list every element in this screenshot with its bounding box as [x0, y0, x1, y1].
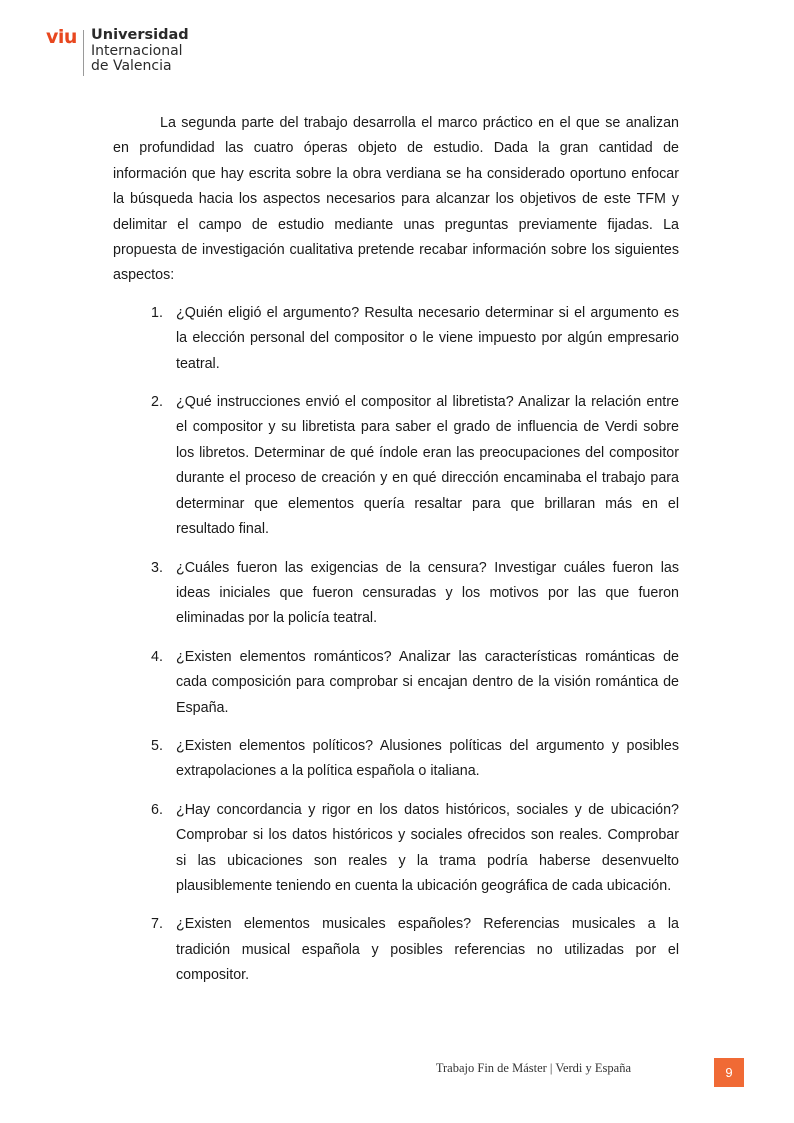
list-item-number: 6.: [151, 801, 163, 818]
list-item-number: 1.: [151, 304, 163, 321]
list-item: [113, 301, 679, 377]
list-item-text: ¿Existen elementos musicales españoles? Referencias musicales a la tradición musical española y posibles referencias no utilizadas por el compositor.: [176, 916, 679, 984]
list-item: [113, 645, 679, 721]
list-item: [113, 912, 679, 988]
list-item-number: 3.: [151, 559, 163, 576]
list-item-number: 2.: [151, 394, 163, 411]
list-item-number: 5.: [151, 737, 163, 754]
list-item-number: 4.: [151, 648, 163, 665]
footer-title: Trabajo Fin de Máster | Verdi y España: [435, 1061, 631, 1075]
list-item: [113, 390, 679, 542]
list-item-number: 7.: [151, 916, 163, 933]
logo-line-1: Universidad: [91, 27, 189, 43]
research-questions-list: [113, 301, 679, 989]
intro-paragraph: La segunda parte del trabajo desarrolla el marco práctico en el que se analizan en profundidad las cuatro óperas objeto de estudio. Dada la gran cantidad de información que hay escrita sobre la obra verdiana se ha considerado oportuno enfocar la búsqueda hacia los aspectos necesarios para alcanzar los objetivos de este TFM y delimitar el campo de estudio mediante unas preguntas previamente fijadas. La propuesta de investigación cualitativa pretende recabar información sobre los siguientes aspectos:: [113, 115, 679, 284]
list-item-text: ¿Hay concordancia y rigor en los datos históricos, sociales y de ubicación? Comprobar si los datos históricos y sociales ofrecidos son reales. Comprobar si las ubicaciones son reales y la trama podría haberse desenvuelto plausiblemente teniendo en cuenta la ubicación geográfica de cada ubicación.: [176, 801, 679, 894]
list-item-text: ¿Existen elementos políticos? Alusiones políticas del argumento y posibles extrapolaciones a la política española o italiana.: [176, 737, 679, 780]
page-body: [113, 111, 679, 1002]
page-number: 9: [714, 1058, 744, 1087]
logo-divider: [83, 30, 84, 76]
logo-line-2: Internacional: [91, 42, 183, 59]
list-item-text: ¿Quién eligió el argumento? Resulta necesario determinar si el argumento es la elección personal del compositor o le viene impuesto por algún empresario teatral.: [176, 304, 679, 372]
list-item-text: ¿Cuáles fueron las exigencias de la censura? Investigar cuáles fueron las ideas iniciales que fueron censuradas y los motivos por las que fueron eliminadas por la policía teatral.: [176, 559, 679, 627]
list-item: [113, 734, 679, 785]
logo-wordmark: [91, 28, 189, 75]
list-item-text: ¿Qué instrucciones envió el compositor al libretista? Analizar la relación entre el compositor y su libretista para saber el grado de influencia de Verdi sobre los libretos. Determinar de qué índole eran las preocupaciones del compositor durante el proceso de creación y en qué dirección encaminaba el trabajo para determinar que elementos quería resaltar para que brillaran más en el resultado final.: [176, 394, 679, 538]
viu-logo-mark: viu: [46, 26, 77, 48]
list-item-text: ¿Existen elementos románticos? Analizar las características románticas de cada composición para comprobar si encajan dentro de la visión romántica de España.: [176, 648, 679, 716]
list-item: [113, 798, 679, 900]
logo-line-3: de Valencia: [91, 58, 172, 74]
list-item: [113, 556, 679, 632]
